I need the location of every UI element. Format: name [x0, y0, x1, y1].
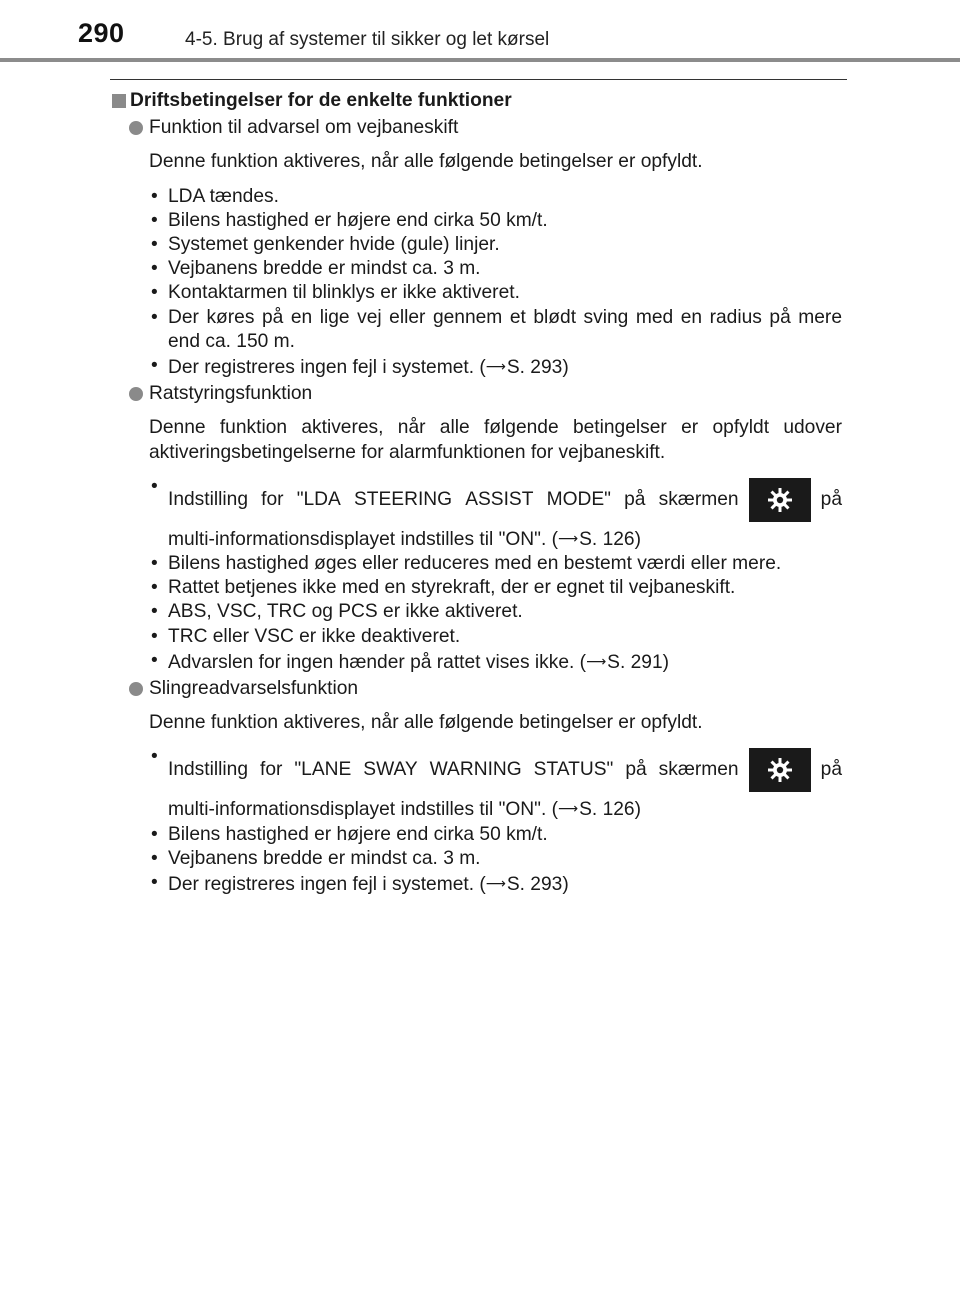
- list-item: • Kontaktarmen til blinklys er ikke aktiveret.: [151, 282, 520, 304]
- page-reference-link[interactable]: S. 291): [607, 651, 670, 673]
- list-item: • Vejbanens bredde er mindst ca. 3 m.: [151, 847, 481, 869]
- section-rule: [110, 79, 847, 80]
- lda-intro: Denne funktion aktiveres, når alle følgende betingelser er opfyldt.: [149, 151, 703, 173]
- arrow-right-icon: ⟶: [586, 652, 607, 669]
- settings-screen-icon: [749, 478, 811, 522]
- sway-conditions-list: [112, 745, 842, 897]
- list-item: • Der registreres ingen fejl i systemet. (⟶S. 293): [151, 872, 569, 896]
- list-item: • Indstilling for "LDA STEERING ASSIST MODE" på skærmen på multi-informationsdisplayet indstilles til "ON". (⟶S. 126): [151, 475, 842, 550]
- subsection-lda-heading: [112, 116, 842, 140]
- subsection-heading-text: Funktion til advarsel om vejbaneskift: [149, 117, 459, 139]
- sway-intro: Denne funktion aktiveres, når alle følgende betingelser er opfyldt.: [149, 712, 703, 734]
- circle-bullet-icon: [129, 121, 143, 135]
- arrow-right-icon: ⟶: [558, 800, 579, 817]
- page-reference-link[interactable]: S. 126): [579, 799, 641, 821]
- list-item: • Systemet genkender hvide (gule) linjer.: [151, 234, 500, 256]
- subsection-heading-text: Ratstyringsfunktion: [149, 383, 313, 405]
- list-item: • Bilens hastighed er højere end cirka 50 km/t.: [151, 823, 548, 845]
- section-heading-text: Driftsbetingelser for de enkelte funktioner: [130, 90, 512, 111]
- list-item: • TRC eller VSC er ikke deaktiveret.: [151, 625, 461, 647]
- arrow-right-icon: ⟶: [485, 358, 506, 375]
- circle-bullet-icon: [129, 387, 143, 401]
- subsection-sway-heading: [112, 677, 842, 701]
- steering-conditions-list: [112, 475, 842, 675]
- steering-intro: Denne funktion aktiveres, når alle følgende betingelser er opfyldt udover aktiveringsbetingelserne for alarmfunktionen for vejbaneskift.: [149, 417, 842, 463]
- page-header: [0, 0, 960, 62]
- list-item: • Rattet betjenes ikke med en styrekraft, der er egnet til vejbaneskift.: [151, 577, 736, 599]
- list-item: • LDA tændes.: [151, 185, 279, 207]
- gear-icon: [765, 755, 795, 785]
- list-item: • ABS, VSC, TRC og PCS er ikke aktiveret.: [151, 601, 523, 623]
- list-item: • Der registreres ingen fejl i systemet. (⟶S. 293): [151, 355, 569, 379]
- circle-bullet-icon: [129, 682, 143, 696]
- page-reference-link[interactable]: S. 293): [506, 357, 569, 379]
- page-reference-link[interactable]: S. 293): [506, 874, 569, 896]
- arrow-right-icon: ⟶: [558, 529, 579, 546]
- page-content: [112, 89, 842, 897]
- subsection-steering-heading: [112, 382, 842, 406]
- lda-conditions-list: [112, 185, 842, 381]
- list-item: • Advarslen for ingen hænder på rattet vises ikke. (⟶S. 291): [151, 649, 670, 673]
- list-item: • Indstilling for "LANE SWAY WARNING STATUS" på skærmen på multi-informationsdisplayet indstilles til "ON". (⟶S. 126): [151, 746, 842, 821]
- list-item: • Der køres på en lige vej eller gennem et blødt sving med en radius på mere end ca. 150 m.: [151, 306, 842, 352]
- arrow-right-icon: ⟶: [485, 875, 506, 892]
- list-item: • Bilens hastighed er højere end cirka 50 km/t.: [151, 209, 548, 231]
- section-heading: [112, 89, 842, 113]
- chapter-title: 4-5. Brug af systemer til sikker og let kørsel: [185, 29, 550, 50]
- square-bullet-icon: [112, 94, 126, 108]
- settings-screen-icon: [749, 748, 811, 792]
- page-number: 290: [78, 18, 125, 48]
- subsection-heading-text: Slingreadvarselsfunktion: [149, 678, 359, 700]
- list-item: • Vejbanens bredde er mindst ca. 3 m.: [151, 258, 481, 280]
- header-bar: [0, 58, 960, 62]
- gear-icon: [765, 485, 795, 515]
- list-item: • Bilens hastighed øges eller reduceres med en bestemt værdi eller mere.: [151, 553, 782, 575]
- page-reference-link[interactable]: S. 126): [579, 528, 641, 550]
